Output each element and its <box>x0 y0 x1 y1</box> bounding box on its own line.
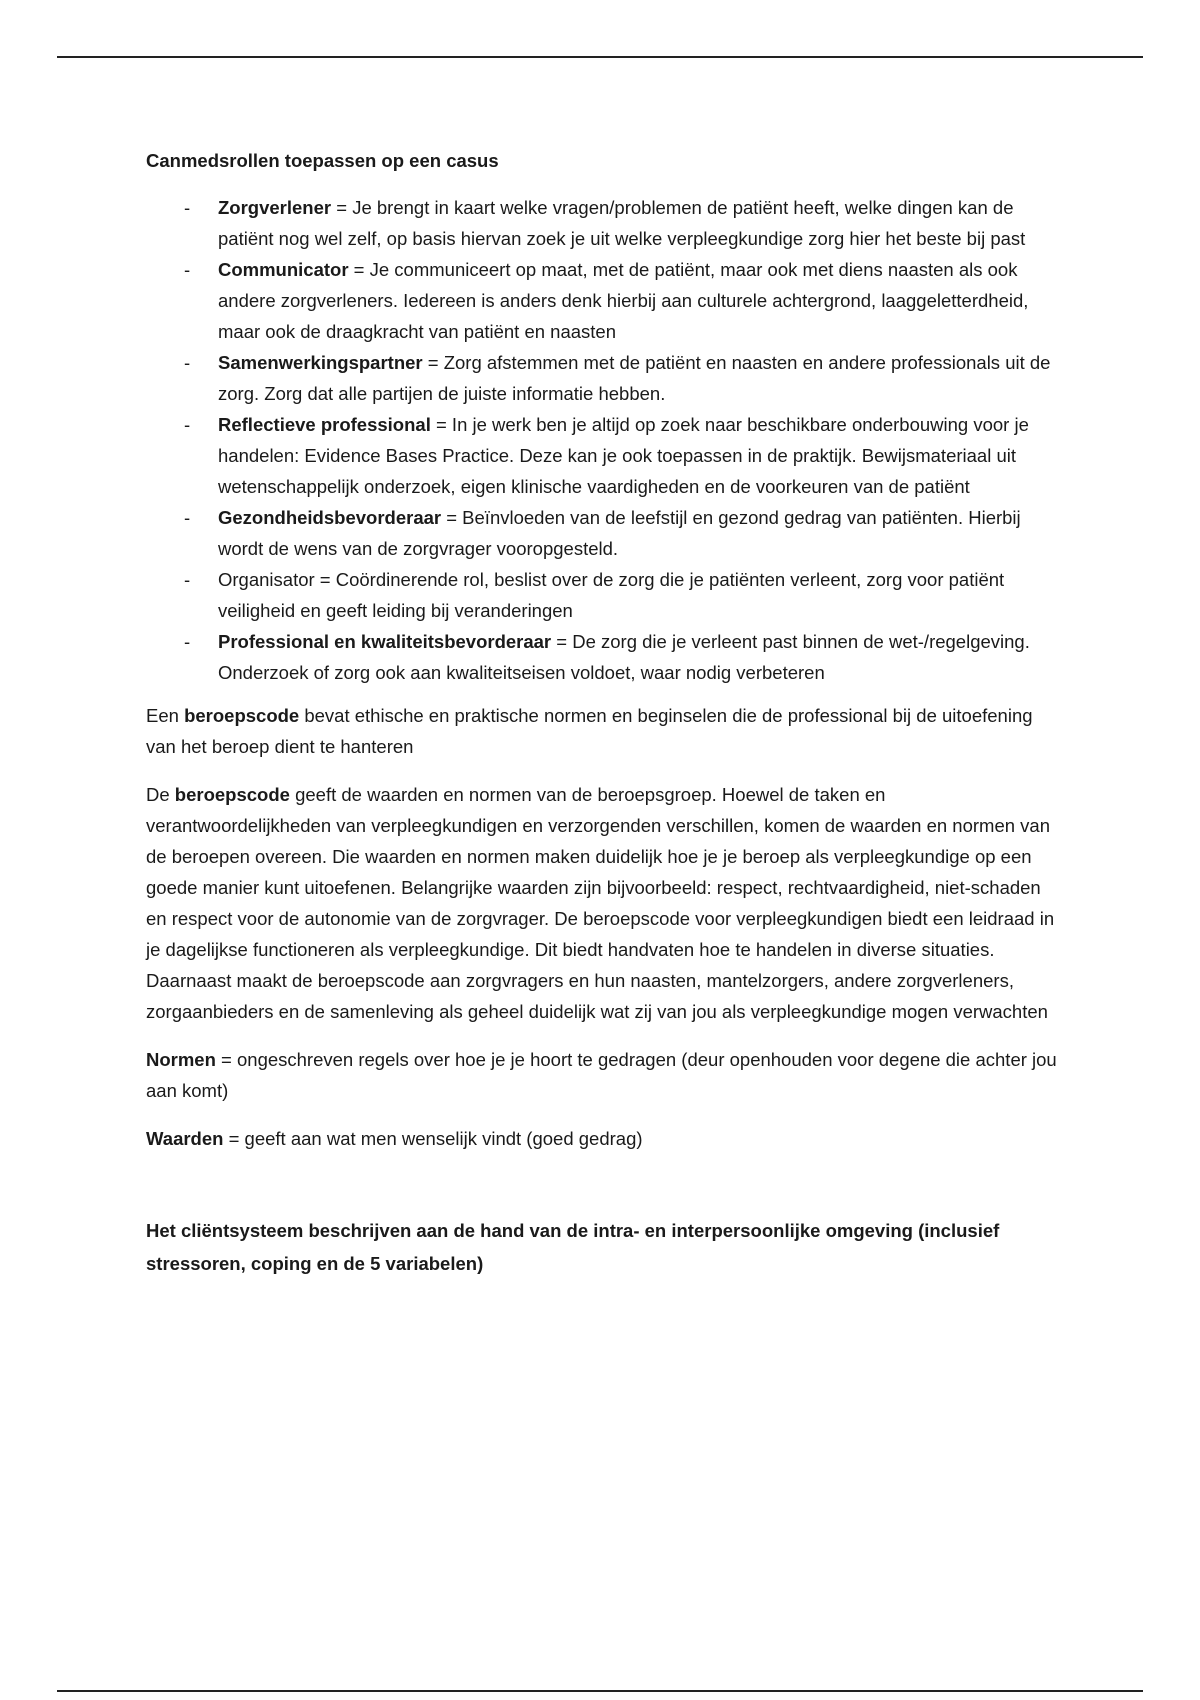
bold-term: Waarden <box>146 1128 224 1149</box>
list-item <box>146 626 1066 688</box>
text-run: Een <box>146 705 185 726</box>
bullet-dash: - <box>184 631 191 652</box>
role-definition: = In je werk ben je altijd op zoek naar beschikbare onderbouwing voor je handelen: Evidence Bases Practice. Deze kan je ook toepassen in de praktijk. Bewijsmateriaal uit wetenschappelijk onderzoek, eigen klinische vaardigheden en de voorkeuren van de patiënt <box>218 414 1029 497</box>
role-term: Samenwerkingspartner <box>218 352 423 373</box>
role-definition: = Je brengt in kaart welke vragen/problemen de patiënt heeft, welke dingen kan de patiënt nog wel zelf, op basis hiervan zoek je uit welke verpleegkundige zorg hier het beste bij past <box>218 197 1026 249</box>
bullet-dash: - <box>184 197 191 218</box>
text-run: De <box>146 784 175 805</box>
list-item <box>146 502 1066 564</box>
text-run: = geeft aan wat men wenselijk vindt (goed gedrag) <box>223 1128 643 1149</box>
bullet-dash: - <box>184 352 191 373</box>
list-item <box>146 564 1066 626</box>
role-definition: = Zorg afstemmen met de patiënt en naasten en andere professionals uit de zorg. Zorg dat alle partijen de juiste informatie hebben. <box>218 352 1051 404</box>
role-definition: = Beïnvloeden van de leefstijl en gezond gedrag van patiënten. Hierbij wordt de wens van de zorgvrager vooropgesteld. <box>218 507 1021 559</box>
role-term: Communicator <box>218 259 349 280</box>
canmeds-role-list <box>146 192 1066 688</box>
document-body <box>146 145 1066 1280</box>
role-definition: = Je communiceert op maat, met de patiënt, maar ook met diens naasten als ook andere zorgverleners. Iedereen is anders denk hierbij aan culturele achtergrond, laaggeletterdheid, maar ook de draagkracht van patiënt en naasten <box>218 259 1029 342</box>
text-run: = ongeschreven regels over hoe je je hoort te gedragen (deur openhouden voor degene die achter jou aan komt) <box>146 1049 1057 1101</box>
list-item <box>146 192 1066 254</box>
paragraph-beroepscode-definition <box>146 700 1066 762</box>
role-definition: = De zorg die je verleent past binnen de wet-/regelgeving. Onderzoek of zorg ook aan kwaliteitseisen voldoet, waar nodig verbeteren <box>218 631 1030 683</box>
bullet-dash: - <box>184 569 191 590</box>
role-term: Gezondheidsbevorderaar <box>218 507 442 528</box>
section-title-clientsysteem: Het cliëntsysteem beschrijven aan de hand van de intra- en interpersoonlijke omgeving (inclusief stressoren, coping en de 5 variabelen) <box>146 1220 1000 1274</box>
role-term: Reflectieve professional <box>218 414 431 435</box>
bullet-dash: - <box>184 259 191 280</box>
role-term: Professional en kwaliteitsbevorderaar <box>218 631 552 652</box>
paragraph-normen <box>146 1044 1066 1106</box>
text-run: geeft de waarden en normen van de beroepsgroep. Hoewel de taken en verantwoordelijkheden van verpleegkundigen en verzorgenden verschillen, komen de waarden en normen van de beroepen overeen. Die waarden en normen maken duidelijk hoe je je beroep als verpleegkundige op een goede manier kunt uitoefenen. Belangrijke waarden zijn bijvoorbeeld: respect, rechtvaardigheid, niet-schaden en respect voor de autonomie van de zorgvrager. De beroepscode voor verpleegkundigen biedt een leidraad in je dagelijkse functioneren als verpleegkundige. Dit biedt handvaten hoe te handelen in diverse situaties. Daarnaast maakt de beroepscode aan zorgvragers en hun naasten, mantelzorgers, andere zorgverleners, zorgaanbieders en de samenleving als geheel duidelijk wat zij van jou als verpleegkundige mogen verwachten <box>146 784 1055 1022</box>
bold-term: beroepscode <box>184 705 300 726</box>
bullet-dash: - <box>184 507 191 528</box>
paragraph-beroepscode-values <box>146 779 1066 1027</box>
role-term: Zorgverlener <box>218 197 332 218</box>
bullet-dash: - <box>184 414 191 435</box>
list-item <box>146 409 1066 502</box>
list-item <box>146 347 1066 409</box>
bold-term: Normen <box>146 1049 216 1070</box>
list-item <box>146 254 1066 347</box>
bold-term: beroepscode <box>174 784 290 805</box>
text-run: bevat ethische en praktische normen en beginselen die de professional bij de uitoefening van het beroep dient te hanteren <box>146 705 1033 757</box>
role-definition: Organisator = Coördinerende rol, beslist over de zorg die je patiënten verleent, zorg voor patiënt veiligheid en geeft leiding bij veranderingen <box>218 569 1005 621</box>
paragraph-waarden <box>146 1123 1066 1154</box>
section-title-canmeds: Canmedsrollen toepassen op een casus <box>146 150 499 171</box>
footer-rule <box>57 1690 1143 1692</box>
header-rule <box>57 56 1143 58</box>
